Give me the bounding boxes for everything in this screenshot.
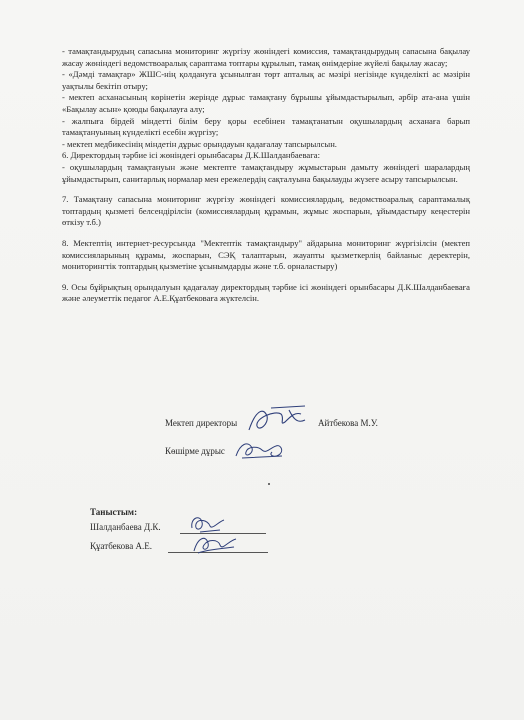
bullet-daily-records: - жалпыға бірдей міндетті білім беру қоры есебінен тамақтанатын оқушылардың асханаға барып тамақтануының күнделікті есебін жүргізу;	[62, 115, 470, 138]
paragraph-7: 7. Тамақтану сапасына мониторинг жүргізу жөніндегі комиссиялардың, ведомствоаралық сараптамалық топтардың қызметі белсендірілсін (комиссиялардың құрамын, жұмыс жоспарын, ұйымдастыру кеңестерін өткізу т.б.)	[62, 194, 470, 228]
acquainted-name-2: Құатбекова А.Е.	[90, 541, 152, 551]
director-name: Айтбекова М.У.	[318, 418, 378, 428]
acquainted-signature-2	[190, 531, 240, 557]
copy-signature	[232, 436, 292, 464]
director-label: Мектеп директоры	[165, 418, 238, 428]
paragraph-9: 9. Осы бұйрықтың орындалуын қадағалау директордың тәрбие ісі жөніндегі орынбасары Д.К.Шалданбаеваға және әлеуметтік педагог А.Е.Құатбековаға жүктелсін.	[62, 281, 470, 304]
paragraph-6-heading: 6. Директордың тәрбие ісі жөніндегі орынбасары Д.К.Шалданбаевага:	[62, 150, 320, 161]
ink-dot	[268, 483, 270, 485]
bullet-monitoring-commission: - тамақтандырудың сапасына мониторинг жүргізу жөніндегі комиссия, тамақтандырудың сапасына бақылау жасау жөніндегі ведомствоаралық сараптама топтары құрылып, тамақ өнімдеріне жүйелі бақылау жасау;	[62, 46, 470, 68]
acquainted-name-1: Шалданбаева Д.К.	[90, 522, 161, 532]
bullet-nutrition-corner: - мектеп асханасының көрінетін жерінде дұрыс тамақтану бұрышы ұйымдастырылып, әрбір ата-ана үшін «Бақылау асын» қоюды бақылауға алу;	[62, 92, 470, 114]
paragraph-6-bullet: - оқушылардың тамақтануын және мектепте тамақтандыру жұмыстарын дамыту жөніндегі шаралардың ұйымдастырып, санитарлық нормалар мен ережелердің сақталуына бақылауды жүзеге асыру тапсырылсын.	[62, 161, 470, 184]
director-signature	[245, 402, 317, 438]
paragraph-8: 8. Мектептің интернет-ресурсында "Мектептік тамақтандыру" айдарына мониторинг жүргізілсін (мектеп комиссияларының құрамы, жоспарын, СЭҚ талаптарын, жауапты қызметкерлің байланыс деректерін, мониторингтік топтардың қызметіне ұсынымдарды және т.б. орналастыру)	[62, 237, 470, 272]
acquainted-heading: Таныстым:	[90, 507, 138, 517]
bullet-nurse-duties: - мектеп медбикесінің міндетін дұрыс орындауын қадағалау тапсырылсын.	[62, 138, 337, 149]
bullet-menu-approval: - «Дәмді тамақтар» ЖШС-нің қолдануға ұсынылған төрт апталық ас мәзірі негізінде күнделікті ас мәзірін уақтылы бекітіп отыру;	[62, 69, 470, 91]
copy-label: Көшірме дұрыс	[165, 446, 225, 456]
